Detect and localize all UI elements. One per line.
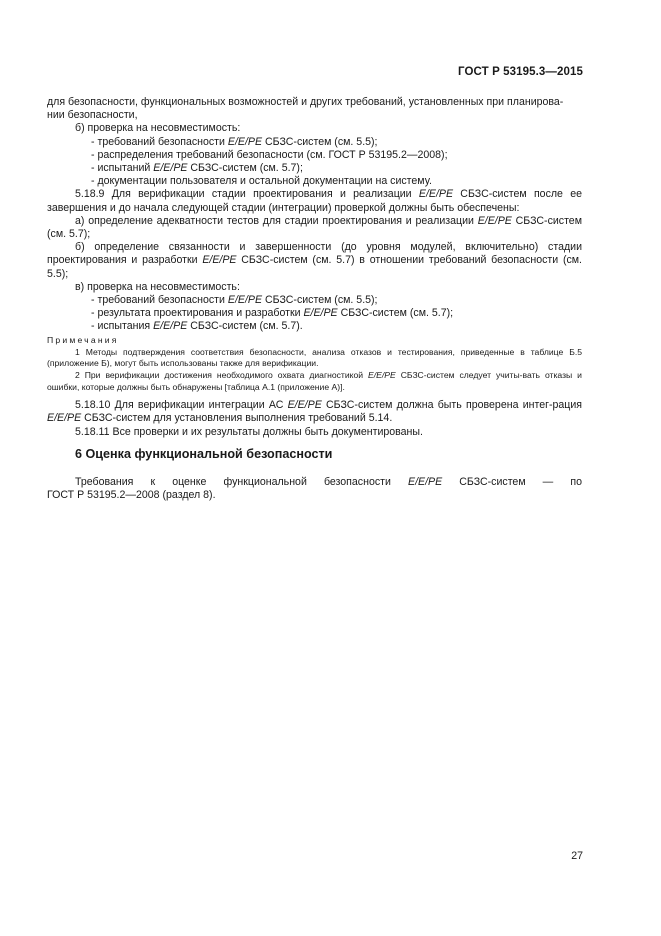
dash-item: - распределения требований безопасности (см. ГОСТ Р 53195.2—2008); xyxy=(91,148,448,161)
dash-item: - документации пользователя и остальной документации на систему. xyxy=(91,175,432,188)
text-line: для безопасности, функциональных возможностей и других требований, установленных при планирова- xyxy=(47,96,564,108)
dash-item: - испытания E/E/PE СБЗС-систем (см. 5.7). xyxy=(91,320,303,333)
note-2: 2 При верификации достижения необходимого охвата диагностикой E/E/PE СБЗС-систем следует учиты-вать отказы и ошибки, которые должны быть обнаружены [таблица А.1 (приложение А)]. xyxy=(47,370,582,392)
notes-heading: Примечания xyxy=(47,334,119,345)
text-line: ГОСТ Р 53195.2—2008 (раздел 8). xyxy=(47,489,216,502)
list-item-b: б) определение связанности и завершенности (до уровня модулей, включительно) стадии проектирования и разработки E/E/PE СБЗС-систем (см. 5.7) в отношении требований безопасности (см. 5.5); xyxy=(47,241,582,280)
dash-item: - требований безопасности E/E/PE СБЗС-систем (см. 5.5); xyxy=(91,135,378,148)
list-item-a: а) определение адекватности тестов для стадии проектирования и реализации E/E/PE СБЗС-систем (см. 5.7); xyxy=(47,214,582,241)
main-text xyxy=(47,96,582,439)
text-line: Требования к оценке функциональной безопасности E/E/PE СБЗС-систем — по xyxy=(75,476,582,488)
section-6-title: 6 Оценка функциональной безопасности xyxy=(75,447,333,461)
clause-5-18-11: 5.18.11 Все проверки и их результаты должны быть документированы. xyxy=(75,425,423,438)
section-6-body xyxy=(47,476,582,502)
page-number: 27 xyxy=(571,850,583,862)
clause-5-18-10: 5.18.10 Для верификации интеграции АС E/E/PE СБЗС-систем должна быть проверена интег-рация E/E/PE СБЗС-систем для установления выполнения требований 5.14. xyxy=(47,399,582,425)
clause-5-18-9: 5.18.9 Для верификации стадии проектирования и реализации E/E/PE СБЗС-систем после ее завершения и до начала следующей стадии (интеграции) проверкой должны быть обеспечены: xyxy=(47,188,582,214)
dash-item: - результата проектирования и разработки E/E/PE СБЗС-систем (см. 5.7); xyxy=(91,307,454,320)
dash-item: - испытаний E/E/PE СБЗС-систем (см. 5.7); xyxy=(91,162,303,175)
document-code-header: ГОСТ Р 53195.3—2015 xyxy=(458,66,583,78)
text-line: нии безопасности, xyxy=(47,109,138,122)
paragraph-continuation xyxy=(47,96,582,122)
note-1: 1 Методы подтверждения соответствия безопасности, анализа отказов и тестирования, приведенные в таблице Б.5 (приложение Б), могут быть использованы также для верификации. xyxy=(47,346,582,369)
dash-item: - требований безопасности E/E/PE СБЗС-систем (см. 5.5); xyxy=(91,294,378,307)
list-item-v: в) проверка на несовместимость: xyxy=(75,280,240,293)
list-item-b: б) проверка на несовместимость: xyxy=(75,122,241,135)
